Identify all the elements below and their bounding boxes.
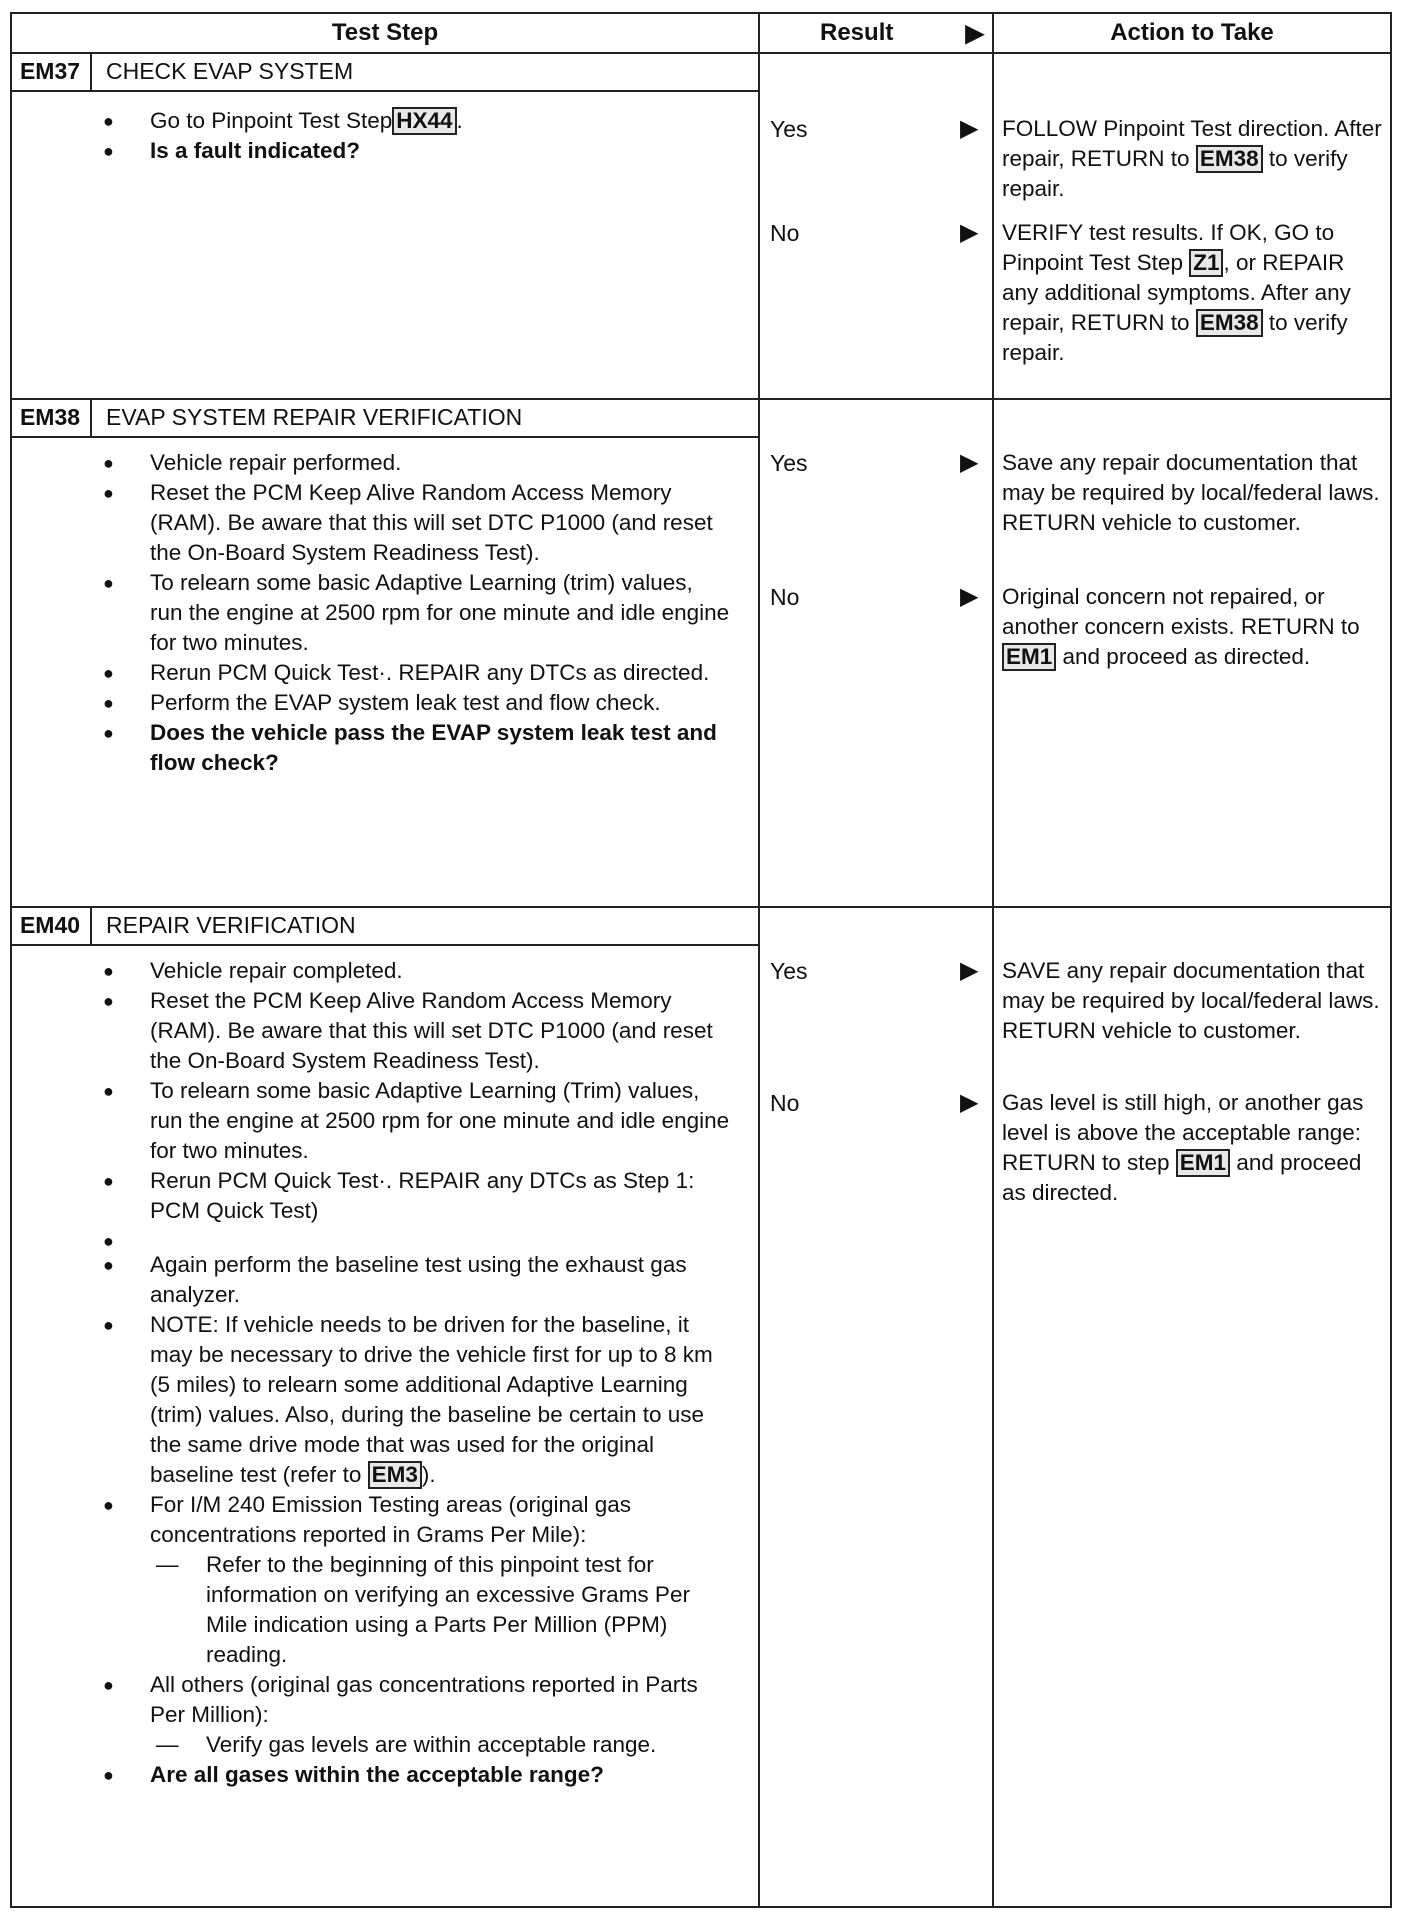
list-item: ● Reset the PCM Keep Alive Random Access Memory (RAM). Be aware that this will set DTC P1000 (and reset the On-Board System Readiness Test). <box>10 986 730 1076</box>
em38-steps <box>10 448 730 778</box>
list-item: ● Reset the PCM Keep Alive Random Access Memory (RAM). Be aware that this will set DTC P1000 (and reset the On-Board System Readiness Test). <box>10 478 730 568</box>
em38-title: EVAP SYSTEM REPAIR VERIFICATION <box>106 403 523 430</box>
em37-code: EM37 <box>10 52 92 90</box>
em38-code: EM38 <box>10 398 92 436</box>
step-ref-hx44[interactable]: HX44 <box>392 107 456 135</box>
em38-no: No <box>770 584 800 610</box>
list-item: ● Is a fault indicated? <box>10 136 730 166</box>
step-ref-em38[interactable]: EM38 <box>1196 309 1263 337</box>
step-ref-z1[interactable]: Z1 <box>1189 249 1223 277</box>
list-item: ● Again perform the baseline test using the exhaust gas analyzer. <box>10 1250 730 1310</box>
list-item: ● Vehicle repair performed. <box>10 448 730 478</box>
em37-yes-action: FOLLOW Pinpoint Test direction. After repair, RETURN to EM38 to verify repair. <box>1002 116 1382 201</box>
em38-yes-action: Save any repair documentation that may be required by local/federal laws. RETURN vehicle to customer. <box>1002 450 1380 535</box>
em40-sublist-gpm <box>150 1550 730 1670</box>
em38-yes-arrow-icon: ▶ <box>960 449 979 476</box>
header-action: Action to Take <box>992 12 1392 54</box>
list-item: ● Rerun PCM Quick Test·. REPAIR any DTCs as Step 1: PCM Quick Test) <box>10 1166 730 1226</box>
em37-no-action: VERIFY test results. If OK, GO to Pinpoint Test Step Z1 , or REPAIR any additional symptoms. After any repair, RETURN to EM38 to verify repair. <box>1002 220 1351 365</box>
list-item: ● Does the vehicle pass the EVAP system leak test and flow check? <box>10 718 730 778</box>
header-result <box>758 12 994 54</box>
header-arrow-icon: ▶ <box>965 19 984 47</box>
em38-no-arrow-icon: ▶ <box>960 583 979 610</box>
section-em38 <box>10 398 1392 908</box>
list-item: — Refer to the beginning of this pinpoint test for information on verifying an excessive Grams Per Mile indication using a Parts Per Million (PPM) reading. <box>150 1550 730 1670</box>
em40-id-row <box>10 906 760 946</box>
step-ref-em38[interactable]: EM38 <box>1196 145 1263 173</box>
em40-action-col <box>992 906 1392 1908</box>
em37-yes-arrow-icon: ▶ <box>960 115 979 142</box>
diagnostic-table <box>10 12 1392 1908</box>
section-em37 <box>10 52 1392 400</box>
em40-yes-action: SAVE any repair documentation that may be required by local/federal laws. RETURN vehicle to customer. <box>1002 958 1380 1043</box>
em37-id-row <box>10 52 760 92</box>
header-test-step: Test Step <box>10 12 760 54</box>
em40-yes: Yes <box>770 958 808 984</box>
em37-test-col <box>10 52 760 400</box>
em40-sublist-ppm <box>150 1730 730 1760</box>
step-ref-em3[interactable]: EM3 <box>368 1461 422 1489</box>
list-item: ● NOTE: If vehicle needs to be driven for the baseline, it may be necessary to drive the vehicle first for up to 8 km (5 miles) to relearn some additional Adaptive Learning (trim) values. Also, during the baseline be certain to use the same drive mode that was used for the original baseline test (refer to EM3 ). <box>10 1310 730 1490</box>
em37-no-arrow-icon: ▶ <box>960 219 979 246</box>
list-item: ● Perform the EVAP system leak test and flow check. <box>10 688 730 718</box>
list-item: ● For I/M 240 Emission Testing areas (original gas concentrations reported in Grams Per Mile): — Refer to the beginning of this pinpoint test for information on verifying an excessive Grams Per Mile indication using a Parts Per Million (PPM) reading. <box>10 1490 730 1670</box>
em40-no: No <box>770 1090 800 1116</box>
list-item: — Verify gas levels are within acceptable range. <box>150 1730 730 1760</box>
em38-no-action: Original concern not repaired, or another concern exists. RETURN to EM1 and proceed as directed. <box>1002 584 1360 669</box>
list-item: ● Are all gases within the acceptable range? <box>10 1760 730 1790</box>
em40-title: REPAIR VERIFICATION <box>106 911 356 938</box>
list-item: ● Rerun PCM Quick Test·. REPAIR any DTCs as directed. <box>10 658 730 688</box>
em40-yes-arrow-icon: ▶ <box>960 957 979 984</box>
spacer <box>10 1226 730 1250</box>
em40-no-arrow-icon: ▶ <box>960 1089 979 1116</box>
em40-no-action: Gas level is still high, or another gas level is above the acceptable range: RETURN to step EM1 and proceed as directed. <box>1002 1090 1364 1205</box>
section-em40 <box>10 906 1392 1908</box>
em38-yes: Yes <box>770 450 808 476</box>
list-item: ● Vehicle repair completed. <box>10 956 730 986</box>
step-ref-em1[interactable]: EM1 <box>1176 1149 1230 1177</box>
header-result-label: Result <box>820 19 894 46</box>
step-ref-em1[interactable]: EM1 <box>1002 643 1056 671</box>
em40-code: EM40 <box>10 906 92 944</box>
em37-yes: Yes <box>770 116 808 142</box>
em37-steps <box>10 106 730 166</box>
em40-steps <box>10 956 730 1790</box>
list-item: ● To relearn some basic Adaptive Learning (trim) values, run the engine at 2500 rpm for one minute and idle engine for two minutes. <box>10 568 730 658</box>
em37-no: No <box>770 220 800 246</box>
em40-result-col <box>758 906 994 1908</box>
em38-id-row <box>10 398 760 438</box>
em37-title: CHECK EVAP SYSTEM <box>106 57 354 84</box>
list-item: ● To relearn some basic Adaptive Learning (Trim) values, run the engine at 2500 rpm for one minute and idle engine for two minutes. <box>10 1076 730 1166</box>
list-item: ● All others (original gas concentrations reported in Parts Per Million): — Verify gas levels are within acceptable range. <box>10 1670 730 1760</box>
list-item: ● Go to Pinpoint Test Step HX44 . <box>10 106 730 136</box>
